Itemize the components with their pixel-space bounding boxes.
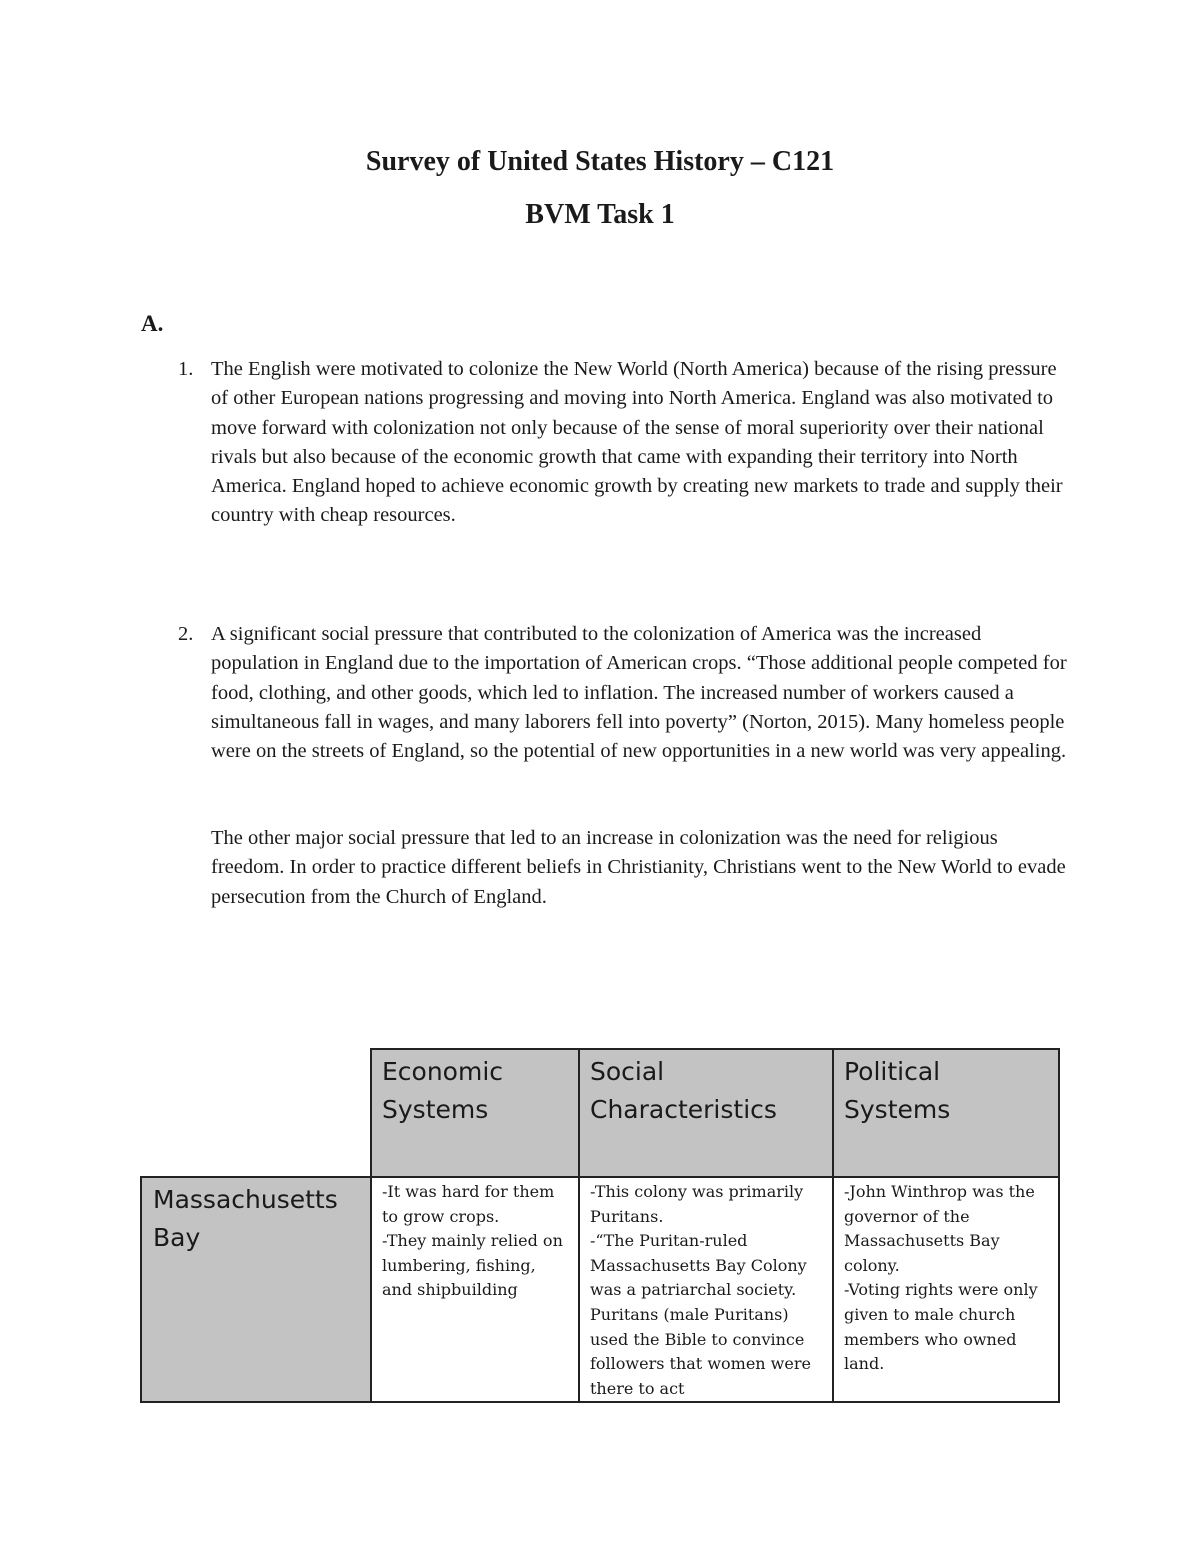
list-item [178,355,1068,531]
document-title: Survey of United States History – C121 [365,146,835,177]
political-cell [833,1177,1059,1402]
document-subtitle: BVM Task 1 [525,199,675,230]
list-item-continuation [178,824,1068,912]
cell-text-line: -Voting rights were only given to male church members who owned land. [844,1280,1038,1374]
cell-text-line: -“The Puritan-ruled Massachusetts Bay Colony was a patriarchal society. Puritans (male Puritans) used the Bible to convince followers that women were there to act [590,1231,811,1398]
table-corner-cell [141,1049,371,1177]
colony-comparison-table [140,1048,1060,1403]
cell-text-line: -John Winthrop was the governor of the Massachusetts Bay colony. [844,1182,1035,1275]
list-item-text: The English were motivated to colonize the New World (North America) because of the rising pressure of other European nations progressing and moving into North America. England was also motivated to move forward with colonization not only because of the sense of moral superiority over their national rivals but also because of the economic growth that came with expanding their territory into North America. England hoped to achieve economic growth by creating new markets to trade and supply their country with cheap resources. [211,358,1063,527]
social-cell [579,1177,833,1402]
table-row [141,1177,1059,1402]
list-item [178,620,1068,766]
list-item-number: 2. [178,623,194,645]
list-item-number: 1. [178,358,194,380]
list-item-text: A significant social pressure that contributed to the colonization of America was the increased population in England due to the importation of American crops. “Those additional people competed for food, clothing, and other goods, which led to inflation. The increased number of workers caused a simultaneous fall in wages, and many laborers fell into poverty” (Norton, 2015). Many homeless people were on the streets of England, so the potential of new opportunities in a new world was very appealing. [211,623,1067,763]
row-header-colony: Massachusetts Bay [141,1177,371,1402]
column-header-economic: Economic Systems [371,1049,579,1177]
economic-cell [371,1177,579,1402]
table-header-row [141,1049,1059,1177]
cell-text-line: -They mainly relied on lumbering, fishing, and shipbuilding [382,1231,563,1300]
list-item-continuation-text: The other major social pressure that led to an increase in colonization was the need for religious freedom. In order to practice different beliefs in Christianity, Christians went to the New World to evade persecution from the Church of England. [211,827,1066,908]
section-a-label: A. [141,311,164,336]
column-header-social: Social Characteristics [579,1049,833,1177]
column-header-political: Political Systems [833,1049,1059,1177]
cell-text-line: -This colony was primarily Puritans. [590,1182,804,1226]
cell-text-line: -It was hard for them to grow crops. [382,1182,555,1226]
